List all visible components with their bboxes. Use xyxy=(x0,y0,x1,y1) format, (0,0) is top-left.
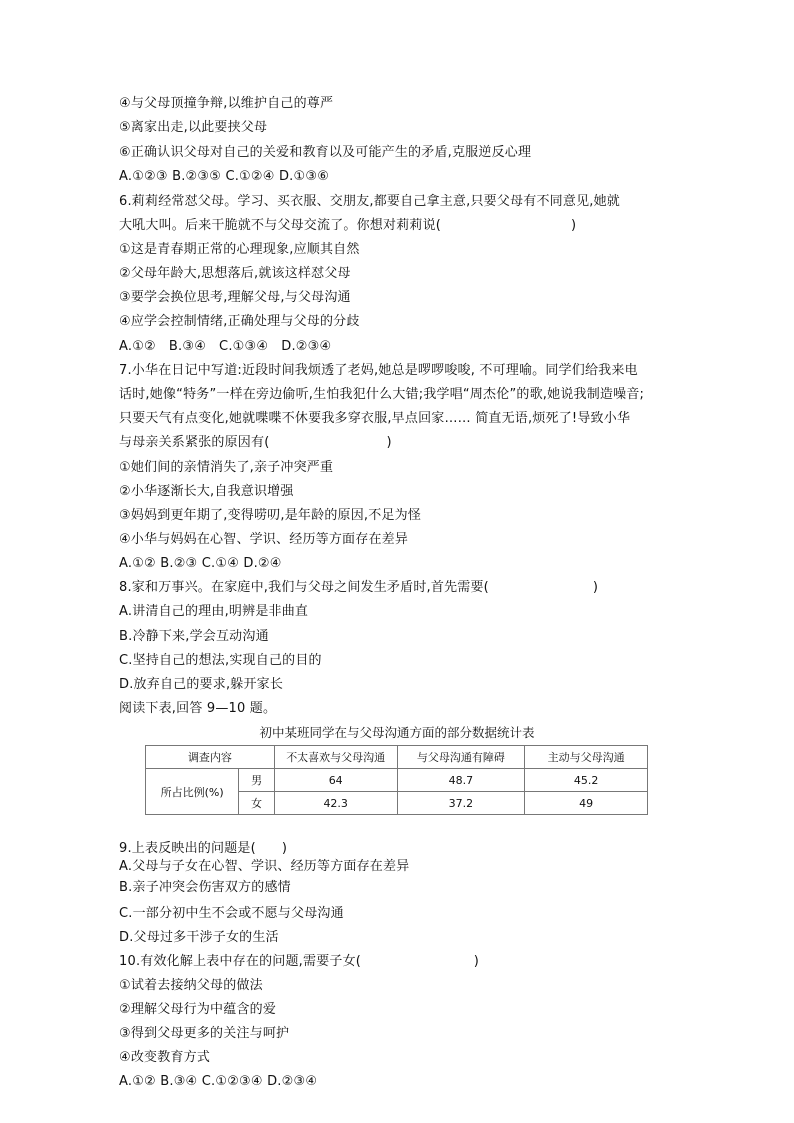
table-cell: 48.7 xyxy=(397,769,525,792)
table-caption: 初中某班同学在与父母沟通方面的部分数据统计表 xyxy=(259,725,535,740)
q6-option-4: ④应学会控制情绪,正确处理与父母的分歧 xyxy=(119,314,360,329)
question-7-line-1: 7.小华在日记中写道:近段时间我烦透了老妈,她总是啰啰唆唆, 不可理喻。同学们给我来电 xyxy=(119,363,638,378)
q6-option-3: ③要学会换位思考,理解父母,与父母沟通 xyxy=(119,290,351,305)
table-header-row xyxy=(146,746,648,769)
header-survey-content: 调查内容 xyxy=(146,746,275,769)
question-7-line-3: 只要天气有点变化,她就喋喋不休要我多穿衣服,早点回家…… 简直无语,烦死了!导致小华 xyxy=(119,411,631,426)
q9-choice-d: D.父母过多干涉子女的生活 xyxy=(119,930,279,945)
question-9: 9.上表反映出的问题是( ) xyxy=(119,841,288,856)
question-6-line-2: 大吼大叫。后来干脆就不与父母交流了。你想对莉莉说( ) xyxy=(119,218,577,233)
q7-option-4: ④小华与妈妈在心智、学识、经历等方面存在差异 xyxy=(119,532,409,547)
q8-choice-b: B.冷静下来,学会互动沟通 xyxy=(119,629,269,644)
q7-option-3: ③妈妈到更年期了,变得唠叨,是年龄的原因,不足为怪 xyxy=(119,508,422,523)
table-cell: 42.3 xyxy=(274,792,397,815)
answer-choices-q7: A.①② B.②③ C.①④ D.②④ xyxy=(119,556,282,571)
answer-choices-q5: A.①②③ B.②③⑤ C.①②④ D.①③⑥ xyxy=(119,169,330,184)
question-6-line-1: 6.莉莉经常怼父母。学习、买衣服、交朋友,都要自己拿主意,只要父母有不同意见,她就 xyxy=(119,194,621,209)
q7-option-1: ①她们间的亲情消失了,亲子冲突严重 xyxy=(119,460,334,475)
q10-option-1: ①试着去接纳父母的做法 xyxy=(119,978,263,993)
q10-option-3: ③得到父母更多的关注与呵护 xyxy=(119,1026,290,1041)
q8-choice-c: C.坚持自己的想法,实现自己的目的 xyxy=(119,653,322,668)
table-cell: 49 xyxy=(525,792,648,815)
stats-table xyxy=(145,745,648,815)
q9-choice-a: A.父母与子女在心智、学识、经历等方面存在差异 xyxy=(119,859,410,874)
row-label-proportion: 所占比例(%) xyxy=(146,769,239,815)
q6-option-1: ①这是青春期正常的心理现象,应顺其自然 xyxy=(119,242,360,257)
q10-option-4: ④改变教育方式 xyxy=(119,1050,211,1065)
q9-choice-c: C.一部分初中生不会或不愿与父母沟通 xyxy=(119,906,344,921)
option-6-text: ⑥正确认识父母对自己的关爱和教育以及可能产生的矛盾,克服逆反心理 xyxy=(119,145,532,160)
q6-option-2: ②父母年龄大,思想落后,就该这样怼父母 xyxy=(119,266,351,281)
question-7-line-4: 与母亲关系紧张的原因有( ) xyxy=(119,435,392,450)
header-col-3: 主动与父母沟通 xyxy=(525,746,648,769)
question-10: 10.有效化解上表中存在的问题,需要子女( ) xyxy=(119,954,479,969)
header-col-2: 与父母沟通有障碍 xyxy=(397,746,525,769)
table-cell: 64 xyxy=(274,769,397,792)
question-8: 8.家和万事兴。在家庭中,我们与父母之间发生矛盾时,首先需要( ) xyxy=(119,580,599,595)
gender-male: 男 xyxy=(239,769,275,792)
q10-option-2: ②理解父母行为中蕴含的爱 xyxy=(119,1002,277,1017)
q8-choice-d: D.放弃自己的要求,躲开家长 xyxy=(119,677,284,692)
question-7-line-2: 话时,她像“特务”一样在旁边偷听,生怕我犯什么大错;我学唱“周杰伦”的歌,她说我制造噪音; xyxy=(119,387,645,402)
table-row xyxy=(146,769,648,792)
table-instruction: 阅读下表,回答 9—10 题。 xyxy=(119,701,277,716)
table-cell: 37.2 xyxy=(397,792,525,815)
q9-choice-b: B.亲子冲突会伤害双方的感情 xyxy=(119,880,291,895)
option-5-text: ⑤离家出走,以此要挟父母 xyxy=(119,120,268,135)
q8-choice-a: A.讲清自己的理由,明辨是非曲直 xyxy=(119,604,309,619)
answer-choices-q6: A.①② B.③④ C.①③④ D.②③④ xyxy=(119,339,332,354)
header-col-1: 不太喜欢与父母沟通 xyxy=(274,746,397,769)
gender-female: 女 xyxy=(239,792,275,815)
table-cell: 45.2 xyxy=(525,769,648,792)
option-4-text: ④与父母顶撞争辩,以维护自己的尊严 xyxy=(119,96,334,111)
q7-option-2: ②小华逐渐长大,自我意识增强 xyxy=(119,484,294,499)
answer-choices-q10: A.①② B.③④ C.①②③④ D.②③④ xyxy=(119,1074,318,1089)
